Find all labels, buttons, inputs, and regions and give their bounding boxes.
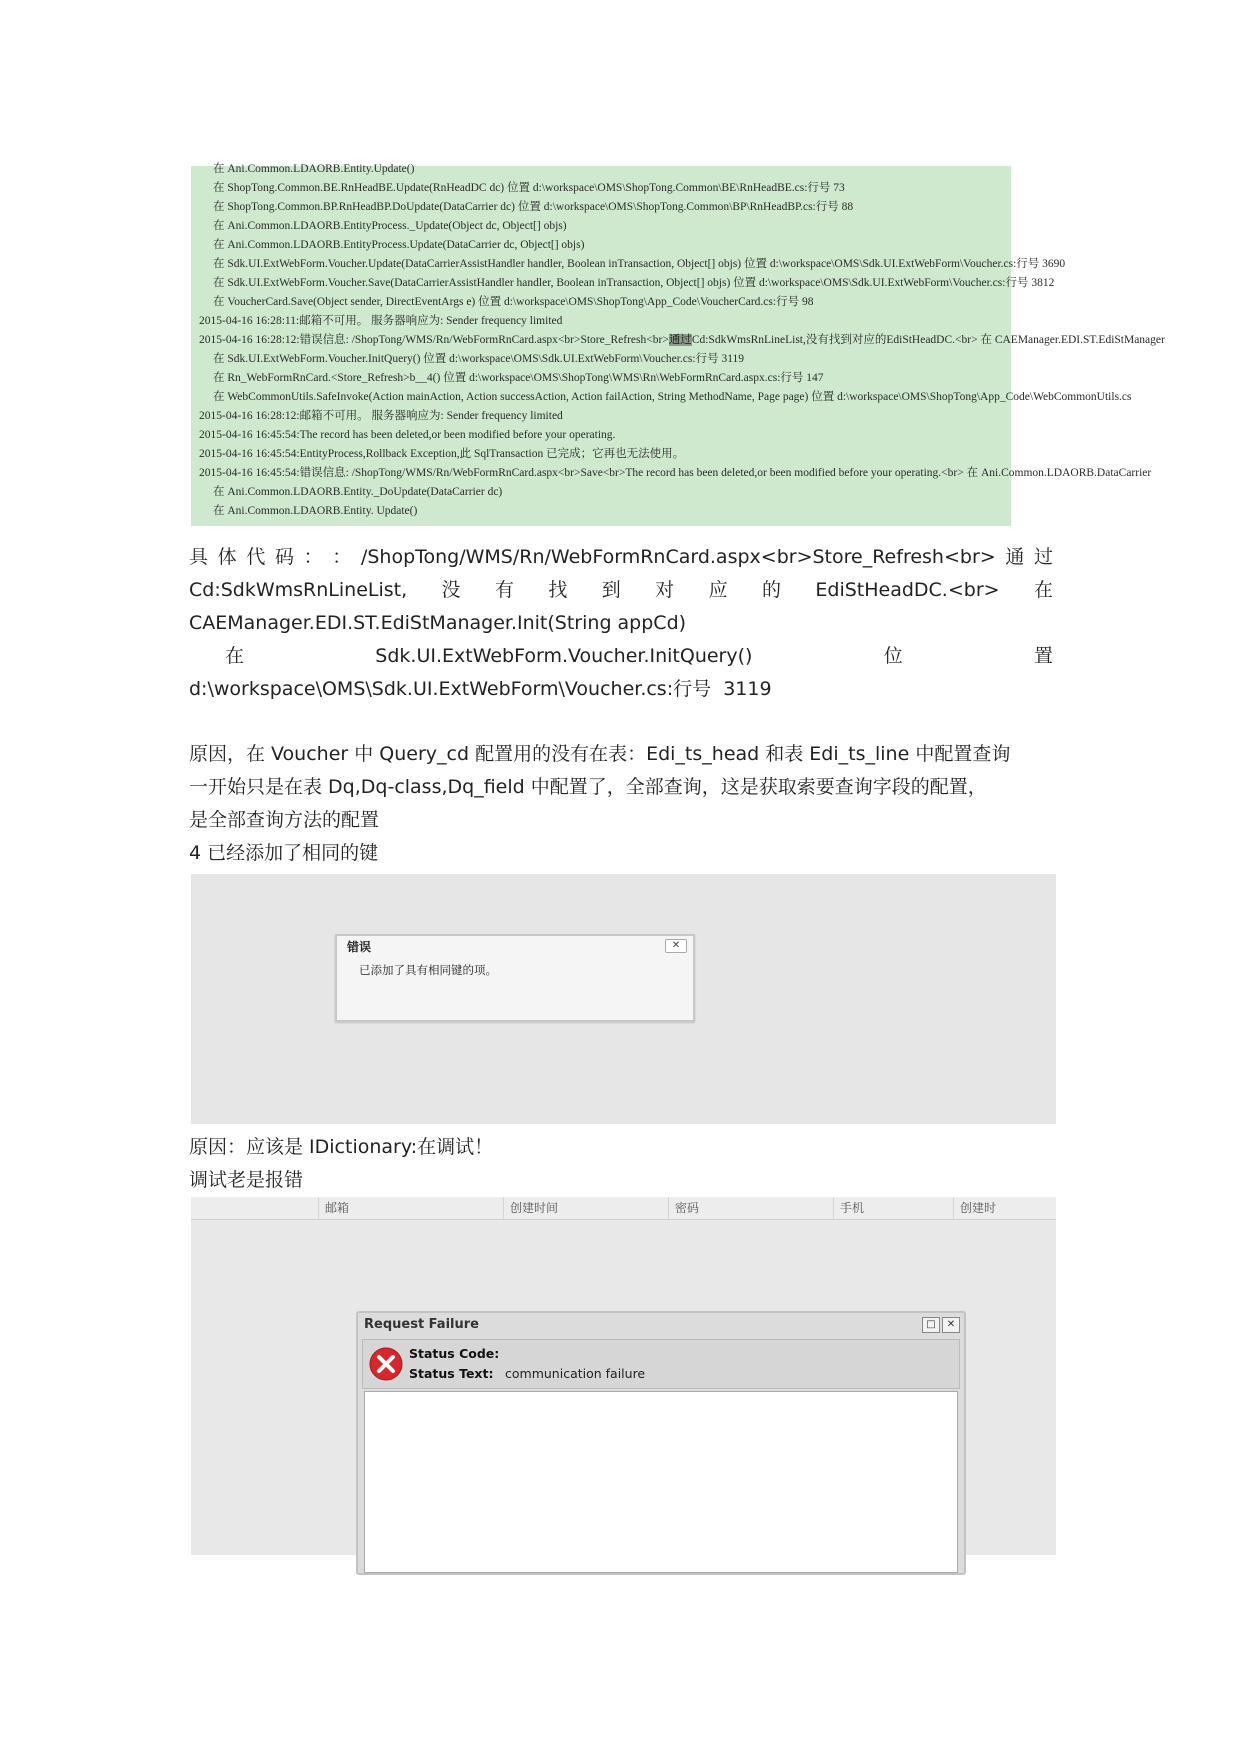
text-fragment: 有: [494, 579, 514, 601]
text-fragment: 体: [217, 546, 237, 568]
response-body: [364, 1391, 958, 1573]
log-line: 2015-04-16 16:28:11:邮箱不可用。 服务器响应为: Sender frequency limited: [199, 315, 563, 327]
request-failure-title: Request Failure: [364, 1317, 479, 1332]
log-line: 在 ShopTong.Common.BE.RnHeadBE.Update(RnHeadDC dc) 位置 d:\workspace\OMS\ShopTong.Common\BE\RnHeadBE.cs:行号 73: [213, 182, 845, 194]
duplicate-key-screenshot: [191, 874, 1056, 1124]
log-highlight: 通过: [668, 334, 692, 346]
log-line: 2015-04-16 16:45:54:The record has been deleted,or been modified before your operating.: [199, 429, 616, 441]
grid-header: [191, 1197, 1056, 1220]
text-fragment: 位: [883, 645, 903, 667]
text-fragment: 到: [601, 579, 621, 601]
text-fragment: /ShopTong/WMS/Rn/WebFormRnCard.aspx<br>Store_Refresh<br>: [360, 546, 996, 568]
text-fragment: ：: [303, 546, 323, 568]
log-line: 在 Ani.Common.LDAORB.Entity. Update(): [213, 505, 418, 517]
text-fragment: Sdk.UI.ExtWebForm.Voucher.InitQuery(): [375, 645, 753, 667]
close-icon[interactable]: ✕: [665, 939, 687, 953]
error-x-icon: [369, 1347, 403, 1381]
log-line: 在 Sdk.UI.ExtWebForm.Voucher.Save(DataCarrierAssistHandler handler, Boolean inTransaction, Object[] objs) 位置 d:\workspace\OMS\Sdk.UI.ExtWebForm\Voucher.cs:行号 3812: [213, 277, 1055, 289]
text-fragment: 置: [1033, 645, 1053, 667]
status-text-label: Status Text:: [409, 1366, 494, 1381]
error-dialog: [335, 934, 695, 1022]
code-detail-line-4: [225, 645, 1053, 667]
text-fragment: EdiStHeadDC.<br>: [815, 579, 1000, 601]
reason-idictionary: 原因：应该是 IDictionary:在调试！: [189, 1136, 494, 1158]
log-line: 在 Ani.Common.LDAORB.EntityProcess._Update(Object dc, Object[] objs): [213, 220, 567, 232]
log-line: 在 VoucherCard.Save(Object sender, DirectEventArgs e) 位置 d:\workspace\OMS\ShopTong\App_Code\VoucherCard.cs:行号 98: [213, 296, 814, 308]
text-fragment: 的: [761, 579, 781, 601]
reason-line-1: 原因，在 Voucher 中 Query_cd 配置用的没有在表：Edi_ts_head 和表 Edi_ts_line 中配置查询: [189, 743, 1011, 765]
text-fragment: 通: [1005, 546, 1025, 568]
text-fragment: ：: [332, 546, 352, 568]
request-failure-screenshot: [191, 1197, 1056, 1555]
close-icon[interactable]: ✕: [942, 1317, 960, 1333]
text-fragment: 应: [708, 579, 728, 601]
log-line: 2015-04-16 16:28:12:错误信息: /ShopTong/WMS/Rn/WebFormRnCard.aspx<br>Store_Refresh<br>通过Cd:SdkWmsRnLineList,没有找到对应的EdiStHeadDC.<br> 在 CAEManager.EDI.ST.EdiStManager: [199, 334, 1165, 346]
text-fragment: 代: [246, 546, 266, 568]
text-fragment: 在: [225, 645, 245, 667]
error-dialog-message: 已添加了具有相同键的项。: [359, 963, 497, 977]
code-detail-line-3: CAEManager.EDI.ST.EdiStManager.Init(String appCd): [189, 612, 687, 634]
log-line: 在 Sdk.UI.ExtWebForm.Voucher.InitQuery() 位置 d:\workspace\OMS\Sdk.UI.ExtWebForm\Voucher.cs:行号 3119: [213, 353, 745, 365]
text-fragment: 找: [548, 579, 568, 601]
code-detail-line-2: [189, 579, 1053, 601]
log-line: 在 ShopTong.Common.BP.RnHeadBP.DoUpdate(DataCarrier dc) 位置 d:\workspace\OMS\ShopTong.Common\BP\RnHeadBP.cs:行号 88: [213, 201, 854, 213]
code-detail-line-1: [189, 546, 1053, 568]
log-line: 在 Ani.Common.LDAORB.Entity._DoUpdate(DataCarrier dc): [213, 486, 503, 498]
reason-line-3: 是全部查询方法的配置: [189, 809, 380, 831]
status-panel: [362, 1339, 960, 1389]
debug-error-line: 调试老是报错: [189, 1169, 304, 1191]
column-header-created[interactable]: 创建时: [953, 1197, 996, 1219]
reason-line-2: 一开始只是在表 Dq,Dq-class,Dq_field 中配置了，全部查询，这是获取索要查询字段的配置，: [189, 776, 987, 798]
log-line: 在 Sdk.UI.ExtWebForm.Voucher.Update(DataCarrierAssistHandler handler, Boolean inTransaction, Object[] objs) 位置 d:\workspace\OMS\Sdk.UI.ExtWebForm\Voucher.cs:行号 3690: [213, 258, 1066, 270]
log-line: 在 WebCommonUtils.SafeInvoke(Action mainAction, Action successAction, Action failAction, String MethodName, Page page) 位置 d:\workspace\OMS\ShopTong\App_Code\WebCommonUtils.cs: [213, 391, 1132, 403]
text-fragment: 码: [274, 546, 294, 568]
request-failure-dialog: [356, 1311, 966, 1575]
log-line: 在 Rn_WebFormRnCard.<Store_Refresh>b__4() 位置 d:\workspace\OMS\ShopTong\WMS\Rn\WebFormRnCard.aspx.cs:行号 147: [213, 372, 824, 384]
text-fragment: 对: [655, 579, 675, 601]
log-screenshot: [191, 163, 1165, 526]
log-line: 在 Ani.Common.LDAORB.Entity.Update(): [213, 163, 415, 175]
log-line: 2015-04-16 16:28:12:邮箱不可用。 服务器响应为: Sender frequency limited: [199, 410, 563, 422]
text-fragment: Cd:SdkWmsRnLineList,: [189, 579, 408, 601]
column-header-email[interactable]: 邮箱: [318, 1197, 349, 1219]
error-dialog-title: 错误: [347, 940, 372, 954]
column-header-phone[interactable]: 手机: [833, 1197, 864, 1219]
column-header-created-time[interactable]: 创建时间: [503, 1197, 558, 1219]
text-fragment: 在: [1033, 579, 1053, 601]
section-heading-duplicate-key: 4 已经添加了相同的键: [189, 842, 379, 864]
text-fragment: 具: [189, 546, 209, 568]
text-fragment: 过: [1033, 546, 1053, 568]
code-detail-line-5: d:\workspace\OMS\Sdk.UI.ExtWebForm\Voucher.cs:行号 3119: [189, 678, 772, 700]
log-line: 2015-04-16 16:45:54:EntityProcess,Rollback Exception,此 SqlTransaction 已完成；它再也无法使用。: [199, 448, 685, 460]
status-text-value: communication failure: [505, 1366, 646, 1381]
log-line: 2015-04-16 16:45:54:错误信息: /ShopTong/WMS/Rn/WebFormRnCard.aspx<br>Save<br>The record has been deleted,or been modified before your operating.<br> 在 Ani.Common.LDAORB.DataCarrier: [199, 467, 1152, 479]
column-header-password[interactable]: 密码: [668, 1197, 699, 1219]
text-fragment: 没: [441, 579, 461, 601]
maximize-icon[interactable]: □: [922, 1317, 940, 1333]
status-code-label: Status Code:: [409, 1346, 500, 1361]
log-line: 在 Ani.Common.LDAORB.EntityProcess.Update(DataCarrier dc, Object[] objs): [213, 239, 585, 251]
